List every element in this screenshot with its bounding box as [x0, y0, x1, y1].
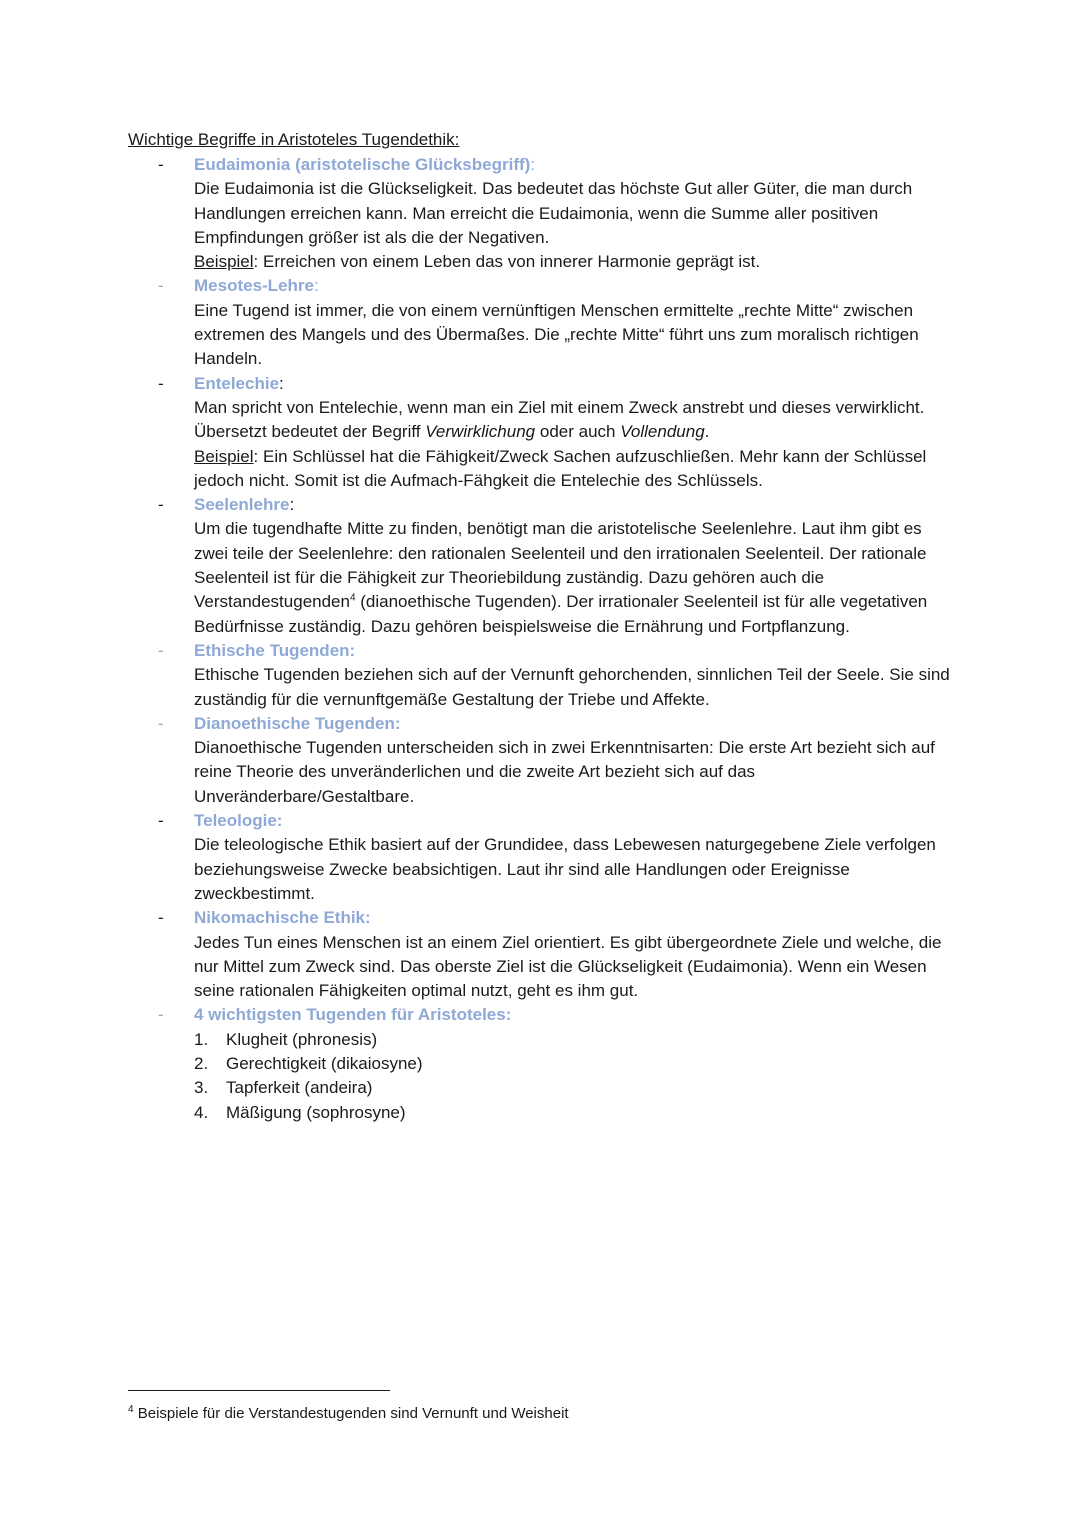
list-number: 2. — [194, 1053, 209, 1073]
term-teleologie — [0, 809, 1080, 906]
term-title: Ethische Tugenden: — [194, 640, 356, 660]
text-span: (dianoethische Tugenden). Der irrationaler Seelenteil ist für alle vegetativen Bedürfnisse zuständig. Dazu gehören beispielsweise die Ernährung und Fortpflanzung. — [194, 592, 928, 636]
term-title: 4 wichtigsten Tugenden für Aristoteles: — [194, 1005, 512, 1025]
term-nikomachische-ethik — [0, 906, 1080, 1003]
list-text: Gerechtigkeit (dikaiosyne) — [226, 1053, 423, 1073]
term-example — [194, 445, 954, 494]
italic-term: Verwirklichung — [425, 422, 536, 442]
term-text: Ethische Tugenden beziehen sich auf der Vernunft gehorchenden, sinnlichen Teil der Seele. Sie sind zuständig für die vernunftgemäße Gestaltung der Triebe und Affekte. — [194, 665, 950, 709]
list-number: 4. — [194, 1102, 209, 1122]
example-text: : Ein Schlüssel hat die Fähigkeit/Zweck Sachen aufzuschließen. Mehr kann der Schlüssel jedoch nicht. Somit ist die Aufmach-Fähgkeit die Entelechie des Schlüssels. — [194, 446, 927, 490]
term-text: Die Eudaimonia ist die Glückseligkeit. Das bedeutet das höchste Gut aller Güter, die man durch Handlungen erreichen kann. Man erreicht die Eudaimonia, wenn die Summe aller positiven Empfindungen größer ist als die der Negativen. — [194, 179, 913, 247]
bullet-dash: - — [158, 811, 164, 831]
term-text: Die teleologische Ethik basiert auf der Grundidee, dass Lebewesen naturgegebene Ziele verfolgen beziehungsweise Zwecke beabsichtigen. Laut ihr sind alle Handlungen oder Ereignisse zweckbestimmt. — [194, 835, 936, 903]
term-text: Eine Tugend ist immer, die von einem vernünftigen Menschen ermittelte „rechte Mitte“ zwischen extremen des Mangels und des Übermaßes. Die „rechte Mitte“ führt uns zum moralisch richtigen Handeln. — [194, 300, 919, 369]
bullet-dash: - — [158, 495, 164, 515]
term-title: Mesotes-Lehre — [194, 276, 314, 296]
term-text — [194, 517, 954, 638]
list-item — [194, 1052, 1080, 1076]
bullet-dash: - — [158, 640, 164, 660]
example-label: Beispiel — [194, 446, 254, 466]
term-seelenlehre — [0, 493, 1080, 639]
example-text: : Erreichen von einem Leben das von innerer Harmonie geprägt ist. — [253, 252, 761, 272]
term-entelechie — [0, 372, 1080, 493]
term-ethische-tugenden — [0, 639, 1080, 712]
term-colon: : — [313, 276, 319, 296]
bullet-dash: - — [158, 1005, 164, 1025]
bullet-dash: - — [158, 276, 164, 296]
term-body — [194, 833, 954, 906]
term-title: Eudaimonia (aristotelische Glücksbegriff) — [194, 155, 531, 174]
virtues-list — [194, 1028, 1080, 1125]
footnote-divider — [128, 1390, 390, 1391]
term-colon: : — [279, 373, 284, 393]
bullet-dash: - — [158, 713, 164, 733]
footnote-text: Beispiele für die Verstandestugenden sind Vernunft und Weisheit — [133, 1405, 569, 1422]
list-number: 3. — [194, 1078, 209, 1098]
term-body — [194, 396, 954, 493]
term-eudaimonia — [0, 153, 1080, 274]
list-text: Mäßigung (sophrosyne) — [226, 1102, 406, 1122]
term-body — [194, 177, 954, 274]
term-title: Entelechie — [194, 373, 280, 393]
term-mesotes-lehre — [0, 274, 1080, 371]
term-dianoethische-tugenden — [0, 712, 1080, 809]
text-span: . — [704, 422, 710, 442]
term-text: Jedes Tun eines Menschen ist an einem Ziel orientiert. Es gibt übergeordnete Ziele und welche, die nur Mittel zum Zweck sind. Das oberste Ziel ist die Glückseligkeit (Eudaimonia). Wenn ein Wesen seine rationalen Fähigkeiten optimal nutzt, geht es ihm gut. — [194, 932, 942, 1001]
bullet-dash: - — [158, 373, 164, 393]
list-text: Tapferkeit (andeira) — [226, 1078, 373, 1098]
term-body — [194, 517, 954, 638]
italic-term: Vollendung — [620, 422, 705, 442]
text-span: Man spricht von Entelechie, wenn man ein Ziel mit einem Zweck anstrebt und dieses verwirklicht. Übersetzt bedeutet der Begriff — [194, 397, 925, 442]
terms-list — [0, 153, 1080, 1125]
text-span: Um die tugendhafte Mitte zu finden, benötigt man die aristotelische Seelenlehre. Laut ihm gibt es zwei teile der Seelenlehre: den rationalen Seelenteil und den irrationalen Seelenteil. Der rationale Seelenteil ist für die Fähigkeit zur Theoriebildung zuständig. Dazu gehören auch die Verstandestugenden — [194, 519, 927, 612]
footnote-reference[interactable]: 4 — [349, 592, 356, 604]
term-text — [194, 396, 954, 445]
term-vier-tugenden — [0, 1003, 1080, 1124]
term-body — [194, 299, 954, 372]
text-span: oder auch — [535, 422, 621, 442]
term-body — [194, 931, 954, 1004]
list-item — [194, 1028, 1080, 1052]
footnote — [128, 1403, 569, 1425]
example-label: Beispiel — [194, 252, 254, 272]
footnote-mark: 4 — [128, 1404, 134, 1415]
term-example — [194, 250, 954, 274]
list-item — [194, 1076, 1080, 1100]
list-number: 1. — [194, 1029, 209, 1049]
bullet-dash: - — [158, 155, 164, 174]
term-title: Seelenlehre — [194, 495, 290, 515]
term-body — [194, 663, 954, 712]
term-text: Dianoethische Tugenden unterscheiden sich in zwei Erkenntnisarten: Die erste Art bezieht sich auf reine Theorie des unveränderlichen und die zweite Art bezieht sich auf das Unveränderbare/Gestaltbare. — [194, 738, 935, 806]
term-title: Teleologie: — [194, 811, 283, 831]
term-title: Nikomachische Ethik: — [194, 908, 371, 928]
page-heading: Wichtige Begriffe in Aristoteles Tugendethik: — [128, 130, 460, 149]
term-title: Dianoethische Tugenden: — [194, 713, 401, 733]
term-colon: : — [289, 495, 295, 515]
bullet-dash: - — [158, 908, 164, 928]
term-body — [194, 736, 954, 809]
list-item — [194, 1101, 1080, 1125]
list-text: Klugheit (phronesis) — [226, 1029, 378, 1049]
term-colon: : — [530, 155, 536, 174]
